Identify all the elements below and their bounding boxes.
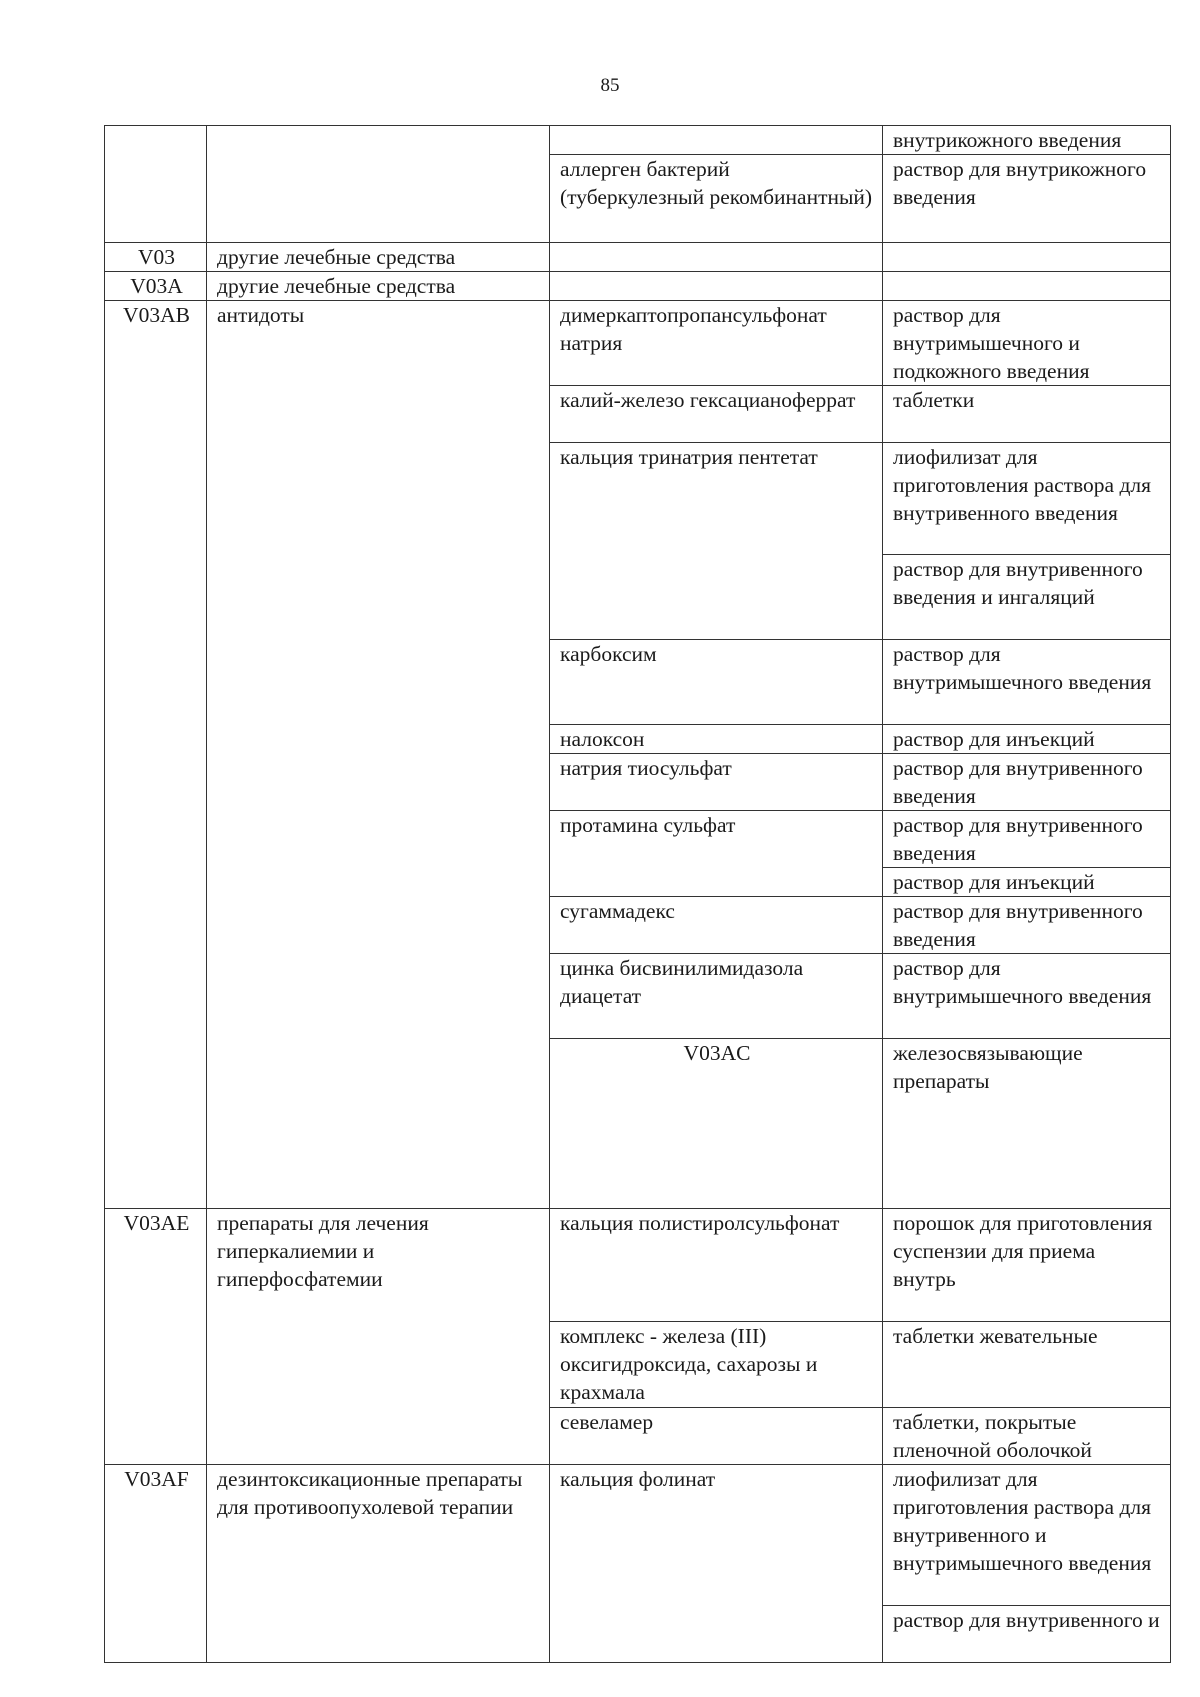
table-row [105,126,1171,155]
drug-cell: комплекс - железа (III) оксигидроксида, сахарозы и крахмала [550,1322,883,1408]
table-row [105,243,1171,272]
form-cell: раствор для внутривенного введения [883,811,1171,868]
form-cell: раствор для внутримышечного введения [883,954,1171,1039]
form-cell [883,272,1171,301]
form-cell: раствор для внутримышечного введения [883,640,1171,725]
table-row [105,301,1171,386]
atc-code: V03AB [105,301,207,1209]
form-cell: таблетки жевательные [883,1322,1171,1408]
group-name-cell [207,126,550,243]
drug-cell: кальция фолинат [550,1465,883,1663]
form-cell: порошок для приготовления суспензии для приема внутрь [883,1209,1171,1322]
group-name: железосвязывающие препараты [883,1039,1171,1209]
group-name: антидоты [207,301,550,1209]
group-name: дезинтоксикационные препараты для противоопухолевой терапии [207,1465,550,1663]
form-cell: раствор для внутривенного введения [883,754,1171,811]
form-cell: лиофилизат для приготовления раствора для внутривенного и внутримышечного введения [883,1465,1171,1606]
drug-cell: аллерген бактерий (туберкулезный рекомбинантный) [550,155,883,243]
group-name: другие лечебные средства [207,243,550,272]
atc-code: V03 [105,243,207,272]
drug-cell: калий-железо гексацианоферрат [550,386,883,443]
form-cell: раствор для инъекций [883,868,1171,897]
table-row [105,1209,1171,1322]
drug-cell: налоксон [550,725,883,754]
drug-cell [550,272,883,301]
group-name: другие лечебные средства [207,272,550,301]
form-cell [883,243,1171,272]
form-cell: раствор для внутримышечного и подкожного введения [883,301,1171,386]
drug-cell: кальция полистиролсульфонат [550,1209,883,1322]
drug-cell: кальция тринатрия пентетат [550,443,883,640]
form-cell: раствор для внутривенного и [883,1606,1171,1663]
table-row [105,272,1171,301]
drug-cell: цинка бисвинилимидазола диацетат [550,954,883,1039]
atc-code: V03A [105,272,207,301]
atc-code: V03AE [105,1209,207,1465]
form-cell: таблетки [883,386,1171,443]
form-cell: раствор для внутривенного введения и ингаляций [883,555,1171,640]
drug-cell: натрия тиосульфат [550,754,883,811]
drug-table [104,125,1171,1663]
drug-cell [550,243,883,272]
form-cell: раствор для внутривенного введения [883,897,1171,954]
table-row [105,1465,1171,1606]
drug-cell: сугаммадекс [550,897,883,954]
atc-code: V03AF [105,1465,207,1663]
drug-cell [550,126,883,155]
drug-cell: севеламер [550,1408,883,1465]
form-cell: раствор для инъекций [883,725,1171,754]
drug-cell: димеркаптопропансульфонат натрия [550,301,883,386]
atc-code: V03AC [550,1039,883,1209]
form-cell: таблетки, покрытые пленочной оболочкой [883,1408,1171,1465]
code-cell [105,126,207,243]
drug-cell: карбоксим [550,640,883,725]
form-cell: лиофилизат для приготовления раствора для внутривенного введения [883,443,1171,555]
form-cell: внутрикожного введения [883,126,1171,155]
group-name: препараты для лечения гиперкалиемии и гиперфосфатемии [207,1209,550,1465]
drug-cell: протамина сульфат [550,811,883,897]
form-cell: раствор для внутрикожного введения [883,155,1171,243]
page-number: 85 [600,75,620,96]
